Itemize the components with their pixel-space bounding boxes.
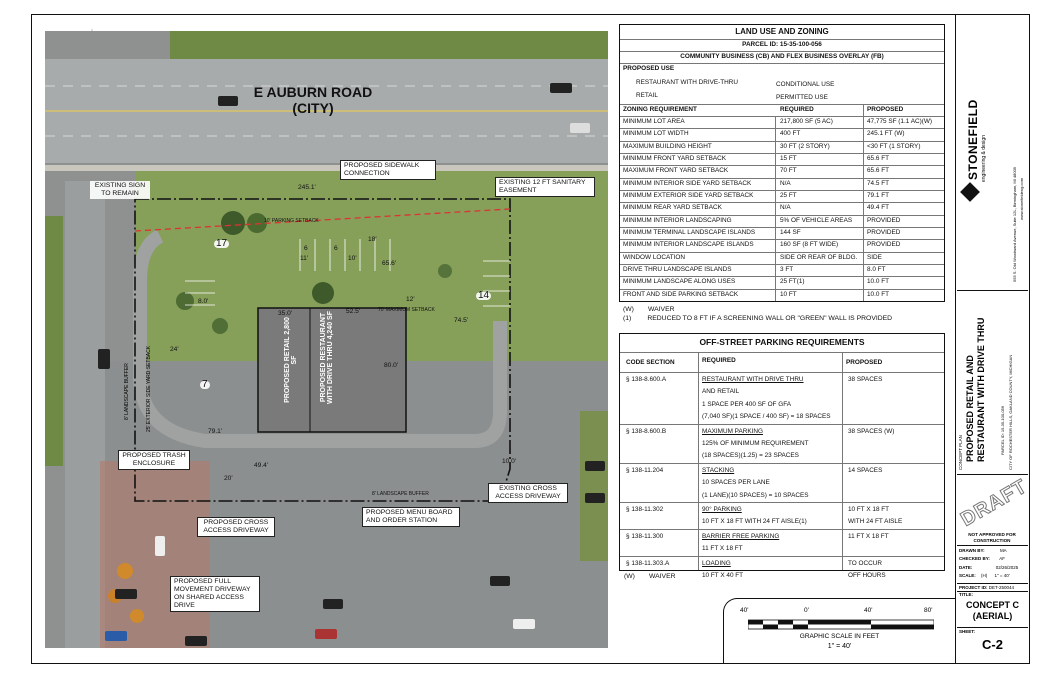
parking-required-line: LOADING	[702, 559, 731, 567]
use-row: RETAIL	[636, 92, 658, 99]
scale-label-tb: SCALE:	[959, 572, 976, 578]
road-name-sub: (CITY)	[292, 100, 334, 116]
project-type: CONCEPT PLAN	[958, 435, 963, 470]
sheet-title-sub: (AERIAL)	[972, 611, 1013, 621]
parking-proposed-line: 14 SPACES	[848, 466, 883, 474]
parking-proposed-line: TO OCCUR	[848, 559, 882, 567]
zoning-proposed: 65.6 FT	[867, 154, 890, 162]
zoning-required: 144 SF	[780, 228, 801, 236]
not-approved: NOT APPROVED FOR CONSTRUCTION	[968, 532, 1016, 543]
scale-label: 80'	[924, 607, 933, 614]
dimension: 8.0'	[198, 298, 209, 305]
zoning-required: N/A	[780, 204, 791, 212]
zoning-requirement: MAXIMUM FRONT YARD SETBACK	[623, 167, 729, 175]
land-use-parcel: PARCEL ID: 15-35-100-056	[742, 41, 822, 48]
label-cross-access-existing: EXISTING CROSS ACCESS DRIVEWAY	[488, 483, 568, 503]
zoning-requirement: MINIMUM INTERIOR SIDE YARD SETBACK	[623, 179, 752, 187]
drawn-by-label: DRAWN BY:	[959, 548, 985, 553]
zoning-row	[620, 289, 944, 302]
zoning-row	[620, 276, 944, 289]
stall-count: 14	[478, 290, 490, 301]
dimension: 10.0'	[502, 458, 517, 465]
dimension: 35.0'	[278, 310, 293, 317]
company-sub: engineering & design	[981, 135, 987, 182]
scale-value: 1" = 40'	[994, 572, 1010, 578]
zoning-row	[620, 202, 944, 215]
zoning-proposed: 65.6 FT	[867, 167, 890, 175]
parking-required-line: 10 SPACES PER LANE	[702, 479, 770, 487]
project-location: CITY OF ROCHESTER HILLS, OAKLAND COUNTY, MICHIGAN	[1008, 354, 1013, 470]
zoning-row	[620, 128, 944, 141]
scale-label: 0'	[804, 607, 809, 614]
land-use-zoning: COMMUNITY BUSINESS (CB) AND FLEX BUSINESS OVERLAY (FB)	[680, 53, 884, 60]
stall-count: 7	[202, 379, 208, 390]
zoning-row	[620, 165, 944, 178]
label-menu-board: PROPOSED MENU BOARD AND ORDER STATION	[362, 507, 460, 527]
company-name: STONEFIELD	[966, 99, 980, 180]
dimension: 12'	[406, 296, 415, 303]
parking-row	[620, 529, 944, 557]
parking-row	[620, 502, 944, 530]
zoning-requirement: WINDOW LOCATION	[623, 253, 686, 261]
zoning-requirement: MINIMUM TERMINAL LANDSCAPE ISLANDS	[623, 228, 756, 236]
parking-header-code: CODE SECTION	[626, 359, 675, 366]
zoning-row	[620, 141, 944, 154]
zoning-proposed: PROVIDED	[867, 216, 901, 224]
landscape-buffer-bottom-label: 8' LANDSCAPE BUFFER	[372, 491, 429, 497]
project-title: PROPOSED RETAIL AND RESTAURANT WITH DRIVE THRU	[965, 317, 986, 462]
sheet-title-main: CONCEPT C	[965, 600, 1019, 610]
parking-required-line: RESTAURANT WITH DRIVE THRU	[702, 376, 804, 383]
note-key: (W)	[623, 306, 634, 313]
project-id-label: PROJECT ID:	[959, 585, 988, 590]
company-address: 555 S. Old Woodward Avenue, Suite 12L, Birmingham, MI 48009	[1012, 166, 1017, 282]
sheet-label: SHEET:	[959, 629, 976, 634]
parking-required-line: 125% OF MINIMUM REQUIREMENT	[702, 439, 809, 447]
land-use-zoning-table	[619, 24, 945, 302]
zoning-header-proposed: PROPOSED	[867, 106, 904, 113]
parking-required-line: 11 FT X 18 FT	[702, 545, 743, 553]
dimension: 49.4'	[254, 462, 269, 469]
parking-note-text: WAIVER	[648, 573, 676, 580]
parking-code: § 138-8.600.B	[626, 427, 667, 435]
label-trash-enclosure: PROPOSED TRASH ENCLOSURE	[118, 450, 190, 470]
zoning-row	[620, 227, 944, 240]
zoning-proposed: 10.0 FT	[867, 290, 890, 298]
zoning-row	[620, 252, 944, 265]
dimension: 18'	[368, 236, 377, 243]
zoning-requirement: MINIMUM INTERIOR LANDSCAPING	[623, 216, 732, 224]
parking-proposed-line: 38 SPACES (W)	[848, 427, 895, 435]
zoning-required: 400 FT	[780, 130, 801, 138]
zoning-requirement: DRIVE THRU LANDSCAPE ISLANDS	[623, 265, 732, 273]
dimension: 79.1'	[208, 428, 223, 435]
parking-setback-label: 10' PARKING SETBACK	[264, 218, 319, 224]
zoning-row	[620, 153, 944, 166]
project-id-row	[959, 585, 1014, 590]
label-easement: EXISTING 12 FT SANITARY EASEMENT	[495, 177, 595, 197]
checked-by: AF	[999, 556, 1005, 562]
zoning-required: 15 FT	[780, 154, 797, 162]
parking-code: § 138-11.300	[626, 532, 664, 540]
scale-ratio: 1" = 40'	[827, 643, 852, 650]
side-yard-setback-label: 25' EXTERIOR SIDE YARD SETBACK	[146, 345, 152, 432]
label-cross-access-proposed: PROPOSED CROSS ACCESS DRIVEWAY	[197, 517, 275, 537]
road-name	[248, 84, 378, 116]
dimension: 245.1'	[298, 184, 316, 191]
zoning-required: N/A	[780, 179, 791, 187]
parking-row	[620, 424, 944, 464]
zoning-requirement: MINIMUM INTERIOR LANDSCAPE ISLANDS	[623, 241, 754, 249]
draft-stamp: DRAFT	[957, 475, 1032, 531]
zoning-notes	[623, 305, 892, 323]
scale-caption: GRAPHIC SCALE IN FEET	[799, 633, 880, 640]
parking-required-line: 10 FT X 18 FT WITH 24 FT AISLE(1)	[702, 518, 807, 526]
zoning-proposed: <30 FT (1 STORY)	[867, 142, 921, 150]
zoning-required: 30 FT (2 STORY)	[780, 142, 830, 150]
dimension: 10'	[348, 255, 357, 262]
max-setback-label: 70' MAXIMUM SETBACK	[378, 307, 435, 313]
parking-row	[620, 463, 944, 503]
zoning-row	[620, 215, 944, 228]
parking-proposed-line: 10 FT X 18 FT	[848, 506, 890, 513]
road-name-main: E AUBURN ROAD	[253, 84, 373, 100]
zoning-row	[620, 116, 944, 129]
scale-label: 40'	[740, 607, 749, 614]
zoning-row	[620, 178, 944, 191]
drawing-info	[959, 547, 1027, 580]
sheet-title	[957, 600, 1028, 622]
land-use-title: LAND USE AND ZONING	[735, 27, 829, 36]
parking-code: § 138-11.204	[626, 466, 664, 474]
project-id: DET-250044	[988, 585, 1015, 590]
parking-required-line: (7,040 SF)(1 SPACE / 400 SF) = 18 SPACES	[702, 413, 831, 421]
dimension: 74.5'	[454, 317, 469, 324]
parking-code: § 138-8.600.A	[626, 376, 667, 383]
stall-count: 17	[216, 238, 228, 249]
zoning-required: 3 FT	[780, 265, 794, 273]
parking-proposed-line: 38 SPACES	[848, 376, 883, 383]
zoning-proposed: 79.1 FT	[867, 191, 890, 199]
scale-code: (H)	[981, 572, 988, 578]
note-text: WAIVER	[647, 306, 675, 313]
parking-note	[624, 573, 676, 580]
scale-bar	[748, 619, 934, 631]
zoning-row	[620, 190, 944, 203]
project-parcel: PARCEL ID: 15-35-100-056	[1000, 405, 1005, 455]
label-sidewalk: PROPOSED SIDEWALK CONNECTION	[340, 160, 436, 180]
scale-label: 40'	[864, 607, 873, 614]
graphic-scale	[723, 598, 955, 663]
dimension: 20'	[224, 475, 233, 482]
zoning-proposed: PROVIDED	[867, 228, 901, 236]
zoning-proposed: 10.0 FT	[867, 278, 890, 286]
zoning-required: 25 FT(1)	[780, 278, 805, 286]
dimension: 52.5'	[346, 308, 361, 315]
zoning-header-required: REQUIRED	[780, 106, 814, 113]
parking-required-line: 1 SPACE PER 400 SF OF GFA	[702, 400, 792, 408]
parking-required-line: STACKING	[702, 466, 735, 474]
parking-proposed-line: 11 FT X 18 FT	[848, 532, 889, 540]
building-restaurant-label: PROPOSED RESTAURANT WITH DRIVE THRU 4,240 SF	[320, 311, 334, 404]
note-text: REDUCED TO 8 FT IF A SCREENING WALL OR "GREEN" WALL IS PROVIDED	[647, 315, 893, 322]
parking-header-required: REQUIRED	[702, 357, 736, 364]
use-row: RESTAURANT WITH DRIVE-THRU	[636, 79, 739, 86]
zoning-row	[620, 264, 944, 277]
parking-header-proposed: PROPOSED	[846, 359, 883, 366]
zoning-requirement: MINIMUM EXTERIOR SIDE YARD SETBACK	[623, 191, 754, 199]
zoning-requirement: MINIMUM LANDSCAPE ALONG USES	[623, 278, 736, 286]
dimension: 80.0'	[384, 362, 399, 369]
parking-title: OFF-STREET PARKING REQUIREMENTS	[699, 337, 865, 347]
parking-required-line: 10 FT X 40 FT	[702, 571, 744, 579]
date-label: DATE:	[959, 564, 973, 570]
zoning-requirement: MAXIMUM BUILDING HEIGHT	[623, 142, 712, 150]
company-web: www.stonefieldeng.com	[1019, 177, 1024, 220]
parking-row	[620, 372, 944, 425]
zoning-proposed: 49.4 FT	[867, 204, 890, 212]
stall-count: 6	[334, 245, 338, 252]
parking-required-line: BARRIER FREE PARKING	[702, 532, 780, 540]
parking-proposed-line: OFF HOURS	[848, 571, 886, 579]
landscape-buffer-left-label: 8' LANDSCAPE BUFFER	[124, 363, 130, 420]
zoning-requirement: FRONT AND SIDE PARKING SETBACK	[623, 290, 739, 298]
zoning-required: 160 SF (8 FT WIDE)	[780, 241, 839, 249]
use-status: CONDITIONAL USE	[776, 81, 835, 88]
zoning-proposed: 74.5 FT	[867, 179, 890, 187]
use-status: PERMITTED USE	[776, 94, 828, 101]
zoning-proposed: 245.1 FT (W)	[867, 130, 905, 138]
title-label: TITLE:	[959, 592, 973, 597]
zoning-requirement: MINIMUM LOT WIDTH	[623, 130, 689, 138]
parking-code: § 138-11.302	[626, 506, 664, 513]
sheet-number: C-2	[982, 637, 1003, 652]
zoning-requirement: MINIMUM LOT AREA	[623, 118, 685, 125]
zoning-row	[620, 239, 944, 252]
checked-by-label: CHECKED BY:	[959, 556, 990, 562]
zoning-proposed: SIDE	[867, 253, 882, 261]
stall-count: 6	[304, 245, 308, 252]
parking-proposed-line: WITH 24 FT AISLE	[848, 518, 903, 526]
parking-code: § 138-11.303.A	[626, 559, 670, 567]
zoning-proposed: 47,775 SF (1.1 AC)(W)	[867, 118, 932, 125]
label-existing-sign: EXISTING SIGN TO REMAIN	[90, 181, 150, 199]
parking-required-line: MAXIMUM PARKING	[702, 427, 763, 435]
dimension: 65.6'	[382, 260, 397, 267]
label-full-movement: PROPOSED FULL MOVEMENT DRIVEWAY ON SHARED ACCESS DRIVE	[170, 576, 260, 612]
zoning-header-requirement: ZONING REQUIREMENT	[623, 106, 697, 113]
zoning-required: 5% OF VEHICLE AREAS	[780, 216, 853, 224]
zoning-required: 10 FT	[780, 290, 797, 298]
dimension: 11'	[300, 255, 309, 262]
zoning-required: SIDE OR REAR OF BLDG.	[780, 253, 858, 261]
zoning-required: 25 FT	[780, 191, 797, 199]
date: 02/26/2025	[995, 564, 1019, 570]
drawn-by: MA	[999, 548, 1007, 553]
parking-required-line: AND RETAIL	[702, 388, 740, 396]
dimension: 24'	[170, 346, 179, 353]
parking-note-key: (W)	[624, 573, 635, 580]
zoning-proposed: 8.0 FT	[867, 265, 886, 273]
parking-required-line: 90° PARKING	[702, 506, 742, 513]
zoning-proposed: PROVIDED	[867, 241, 901, 249]
proposed-use-label: PROPOSED USE	[623, 65, 675, 72]
zoning-required: 70 FT	[780, 167, 797, 175]
zoning-required: 217,800 SF (5 AC)	[780, 118, 833, 125]
parking-required-line: (18 SPACES)(1.25) = 23 SPACES	[702, 452, 799, 460]
parking-required-line: (1 LANE)(10 SPACES) = 10 SPACES	[702, 491, 809, 499]
building-retail-label: PROPOSED RETAIL 2,800 SF	[284, 317, 298, 403]
zoning-requirement: MINIMUM FRONT YARD SETBACK	[623, 154, 726, 162]
note-key: (1)	[623, 315, 632, 322]
zoning-requirement: MINIMUM REAR YARD SETBACK	[623, 204, 722, 212]
